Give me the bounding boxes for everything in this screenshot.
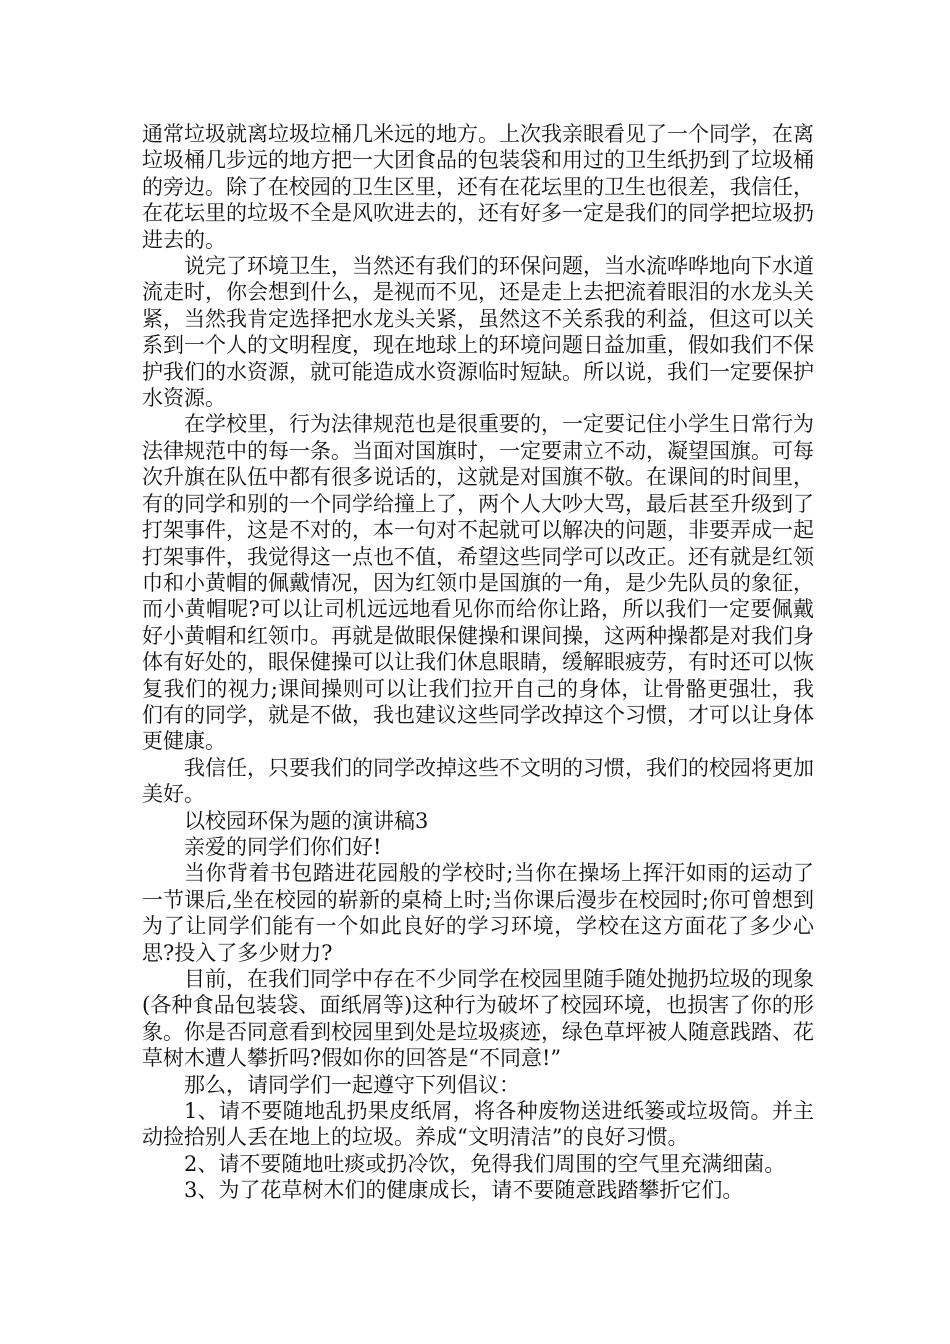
- paragraph-4: 我信任，只要我们的同学改掉这些不文明的习惯，我们的校园将更加美好。: [142, 755, 814, 807]
- proposal-item-1: 1、请不要随地乱扔果皮纸屑，将各种废物送进纸篓或垃圾筒。并主动捡拾别人丢在地上的垃圾。养成“文明清洁”的良好习惯。: [142, 1099, 814, 1150]
- paragraph-1: 通常垃圾就离垃圾垃桶几米远的地方。上次我亲眼看见了一个同学，在离垃圾桶几步远的地方把一大团食品的包装袋和用过的卫生纸扔到了垃圾桶的旁边。除了在校园的卫生区里，还有在花坛里的卫生也很差，我信任，在花坛里的垃圾不全是风吹进去的，还有好多一定是我们的同学把垃圾扔进去的。: [142, 122, 814, 252]
- paragraph-7: 当你背着书包踏进花园般的学校时;当你在操场上挥汗如雨的运动了一节课后,坐在校园的崭新的桌椅上时;当你课后漫步在校园时;你可曾想到为了让同学们能有一个如此良好的学习环境，学校在这方面花了多少心思?投入了多少财力?: [142, 861, 814, 965]
- proposal-intro: 那么，请同学们一起遵守下列倡议：: [184, 1072, 520, 1097]
- proposal-item-2: 2、请不要随地吐痰或扔冷饮，免得我们周围的空气里充满细菌。: [184, 1151, 786, 1176]
- document-page: [142, 121, 814, 1204]
- proposal-item-3: 3、为了花草树木们的健康成长，请不要随意践踏攀折它们。: [184, 1178, 744, 1203]
- speech-title: 以校园环保为题的演讲稿3: [184, 808, 429, 833]
- paragraph-3: 在学校里，行为法律规范也是很重要的，一定要记住小学生日常行为法律规范中的每一条。当面对国旗时，一定要肃立不动，凝望国旗。可每次升旗在队伍中都有很多说话的，这就是对国旗不敬。在课间的时间里，有的同学和别的一个同学给撞上了，两个人大吵大骂，最后甚至升级到了打架事件，这是不对的，本一句对不起就可以解决的问题，非要弄成一起打架事件，我觉得这一点也不值，希望这些同学可以改正。还有就是红领巾和小黄帽的佩戴情况，因为红领巾是国旗的一角，是少先队员的象征，而小黄帽呢?可以让司机远远地看见你而给你让路，所以我们一定要佩戴好小黄帽和红领巾。再就是做眼保健操和课间操，这两种操都是对我们身体有好处的，眼保健操可以让我们休息眼睛，缓解眼疲劳，有时还可以恢复我们的视力;课间操则可以让我们拉开自己的身体，让骨骼更强壮，我们有的同学，就是不做，我也建议这些同学改掉这个习惯，才可以让身体更健康。: [142, 412, 814, 754]
- paragraph-8: 目前，在我们同学中存在不少同学在校园里随手随处抛扔垃圾的现象(各种食品包装袋、面纸屑等)这种行为破坏了校园环境，也损害了你的形象。你是否同意看到校园里到处是垃圾痰迹，绿色草坪被人随意践踏、花草树木遭人攀折吗?假如你的回答是“不同意!”: [142, 967, 814, 1071]
- paragraph-2: 说完了环境卫生，当然还有我们的环保问题，当水流哗哗地向下水道流走时，你会想到什么，是视而不见，还是走上去把流着眼泪的水龙头关紧，当然我肯定选择把水龙头关紧，虽然这不关系我的利益，但这可以关系到一个人的文明程度，现在地球上的环境问题日益加重，假如我们不保护我们的水资源，就可能造成水资源临时短缺。所以说，我们一定要保护水资源。: [142, 254, 814, 411]
- greeting: 亲爱的同学们你们好!: [184, 834, 382, 859]
